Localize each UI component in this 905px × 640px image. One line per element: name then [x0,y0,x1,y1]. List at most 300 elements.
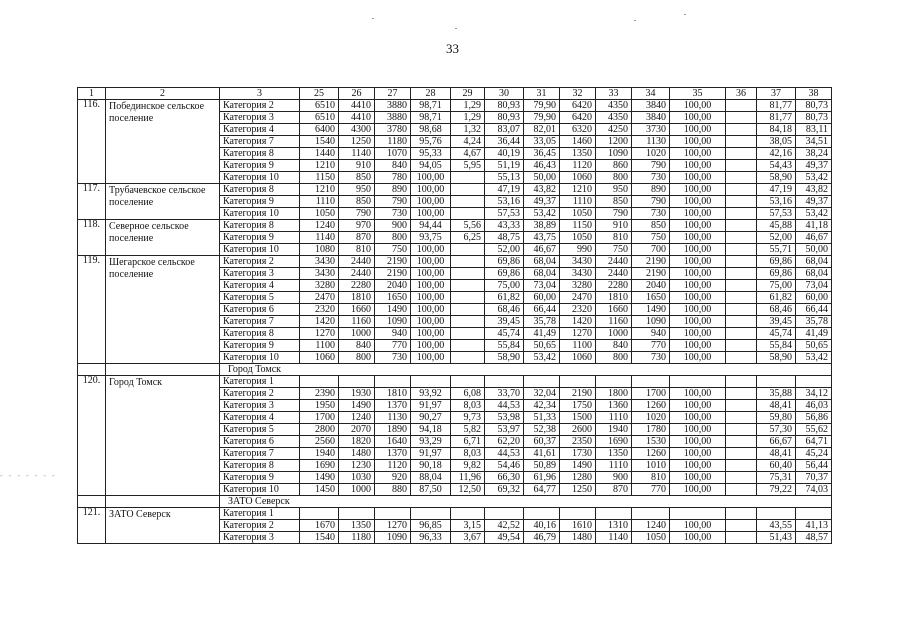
value-cell: 6,25 [451,232,485,244]
category-cell: Категория 7 [220,136,300,148]
value-cell: 1820 [339,436,375,448]
value-cell: 45,88 [757,220,796,232]
value-cell: 51,19 [485,160,524,172]
value-cell: 55,13 [485,172,524,184]
value-cell [726,268,757,280]
value-cell: 41,49 [524,328,560,340]
value-cell: 62,20 [485,436,524,448]
value-cell: 43,75 [524,232,560,244]
value-cell: 53,16 [485,196,524,208]
value-cell: 2600 [560,424,596,436]
value-cell: 1890 [375,424,411,436]
value-cell: 100,00 [670,184,726,196]
category-cell: Категория 10 [220,208,300,220]
value-cell [726,520,757,532]
value-cell: 890 [375,184,411,196]
value-cell: 990 [560,244,596,256]
value-cell: 890 [632,184,670,196]
value-cell: 880 [375,484,411,496]
value-cell: 1540 [300,136,339,148]
value-cell: 850 [632,220,670,232]
section-row [78,496,832,508]
value-cell: 49,37 [796,196,832,208]
value-cell: 1310 [596,520,632,532]
value-cell: 53,98 [485,412,524,424]
value-cell: 8,03 [451,400,485,412]
category-cell: Категория 8 [220,220,300,232]
value-cell: 1110 [596,412,632,424]
value-cell: 1090 [632,316,670,328]
value-cell [451,184,485,196]
category-cell: Категория 2 [220,520,300,532]
section-title: Город Томск [220,364,832,376]
value-cell: 850 [339,172,375,184]
value-cell: 42,16 [757,148,796,160]
value-cell: 96,33 [411,532,451,544]
value-cell: 74,03 [796,484,832,496]
value-cell: 34,51 [796,136,832,148]
value-cell: 1450 [300,484,339,496]
value-cell [726,244,757,256]
value-cell [726,148,757,160]
section-row [78,364,832,376]
value-cell [451,268,485,280]
value-cell: 840 [339,340,375,352]
value-cell: 100,00 [670,268,726,280]
value-cell: 47,19 [757,184,796,196]
value-cell: 1130 [632,136,670,148]
value-cell: 5,95 [451,160,485,172]
value-cell: 1640 [375,436,411,448]
value-cell: 790 [339,208,375,220]
value-cell: 100,00 [670,220,726,232]
column-header: 38 [796,88,832,100]
value-cell: 3280 [300,280,339,292]
value-cell: 100,00 [670,148,726,160]
value-cell: 38,89 [524,220,560,232]
value-cell: 100,00 [670,460,726,472]
value-cell: 4250 [596,124,632,136]
value-cell: 940 [632,328,670,340]
value-cell: 100,00 [670,412,726,424]
value-cell: 1050 [560,232,596,244]
value-cell: 100,00 [670,256,726,268]
value-cell: 1730 [560,448,596,460]
column-header: 35 [670,88,726,100]
value-cell: 1160 [596,316,632,328]
value-cell: 1180 [375,136,411,148]
value-cell: 2440 [596,256,632,268]
value-cell [339,508,375,520]
value-cell: 12,50 [451,484,485,496]
value-cell: 4,24 [451,136,485,148]
value-cell: 950 [596,184,632,196]
section-spacer [106,364,220,376]
value-cell: 1480 [560,532,596,544]
value-cell: 1100 [300,340,339,352]
value-cell: 100,00 [670,472,726,484]
value-cell: 1140 [300,232,339,244]
value-cell: 2190 [375,256,411,268]
value-cell: 100,00 [411,172,451,184]
table-row [78,508,832,520]
value-cell: 3430 [560,256,596,268]
value-cell: 61,82 [485,292,524,304]
value-cell: 2280 [596,280,632,292]
value-cell [726,340,757,352]
section-title: ЗАТО Северск [220,496,832,508]
value-cell: 6420 [560,100,596,112]
value-cell [726,352,757,364]
value-cell: 54,43 [757,160,796,172]
value-cell: 53,42 [524,208,560,220]
value-cell [726,100,757,112]
value-cell: 910 [596,220,632,232]
value-cell: 98,71 [411,112,451,124]
value-cell: 1080 [300,244,339,256]
value-cell: 1150 [300,172,339,184]
value-cell: 800 [596,172,632,184]
value-cell: 750 [632,232,670,244]
value-cell: 75,31 [757,472,796,484]
value-cell: 40,16 [524,520,560,532]
value-cell [375,508,411,520]
value-cell: 93,29 [411,436,451,448]
value-cell: 1460 [560,136,596,148]
value-cell [726,112,757,124]
value-cell: 1270 [560,328,596,340]
value-cell: 1020 [632,412,670,424]
column-header: 1 [78,88,106,100]
value-cell: 2280 [339,280,375,292]
value-cell: 81,77 [757,100,796,112]
value-cell: 79,90 [524,100,560,112]
value-cell: 1490 [300,472,339,484]
value-cell: 1490 [560,460,596,472]
value-cell: 64,77 [524,484,560,496]
value-cell: 1270 [300,328,339,340]
value-cell: 1210 [300,160,339,172]
value-cell: 81,77 [757,112,796,124]
value-cell: 60,00 [796,292,832,304]
category-cell: Категория 10 [220,244,300,256]
value-cell [411,376,451,388]
value-cell [451,292,485,304]
value-cell [726,388,757,400]
value-cell [726,196,757,208]
value-cell: 3840 [632,112,670,124]
category-cell: Категория 3 [220,400,300,412]
value-cell: 100,00 [670,436,726,448]
value-cell: 66,44 [524,304,560,316]
category-cell: Категория 9 [220,160,300,172]
value-cell: 1110 [300,196,339,208]
value-cell: 1930 [339,388,375,400]
value-cell [757,376,796,388]
value-cell: 100,00 [670,388,726,400]
value-cell: 79,22 [757,484,796,496]
value-cell: 90,18 [411,460,451,472]
value-cell [411,508,451,520]
value-cell [726,412,757,424]
value-cell: 33,70 [485,388,524,400]
scan-speck [372,18,374,19]
value-cell: 1150 [560,220,596,232]
value-cell: 800 [375,232,411,244]
value-cell: 68,46 [757,304,796,316]
value-cell: 87,50 [411,484,451,496]
value-cell: 900 [375,220,411,232]
value-cell [726,256,757,268]
value-cell: 41,49 [796,328,832,340]
category-cell: Категория 3 [220,112,300,124]
value-cell: 1000 [339,328,375,340]
value-cell: 100,00 [670,352,726,364]
value-cell: 38,05 [757,136,796,148]
value-cell: 730 [375,352,411,364]
value-cell: 2320 [560,304,596,316]
value-cell: 68,04 [524,256,560,268]
value-cell: 3730 [632,124,670,136]
value-cell: 83,11 [796,124,832,136]
category-cell: Категория 4 [220,280,300,292]
value-cell [726,124,757,136]
value-cell: 100,00 [670,484,726,496]
value-cell: 770 [632,340,670,352]
value-cell: 2040 [632,280,670,292]
value-cell: 1350 [560,148,596,160]
value-cell: 43,33 [485,220,524,232]
value-cell [726,208,757,220]
value-cell: 1700 [632,388,670,400]
value-cell: 50,00 [796,244,832,256]
value-cell [451,208,485,220]
value-cell: 100,00 [670,400,726,412]
value-cell [451,340,485,352]
value-cell [339,376,375,388]
column-header: 29 [451,88,485,100]
value-cell: 46,67 [796,232,832,244]
value-cell: 1060 [560,172,596,184]
value-cell: 100,00 [670,196,726,208]
value-cell: 1500 [560,412,596,424]
value-cell [726,304,757,316]
value-cell: 1010 [632,460,670,472]
category-cell: Категория 2 [220,256,300,268]
value-cell: 75,00 [757,280,796,292]
value-cell: 56,86 [796,412,832,424]
value-cell [375,376,411,388]
municipality-name: Город Томск [106,376,220,496]
value-cell: 100,00 [670,280,726,292]
value-cell: 100,00 [411,352,451,364]
value-cell: 1260 [632,448,670,460]
value-cell: 100,00 [411,268,451,280]
value-cell: 100,00 [670,304,726,316]
value-cell: 730 [632,172,670,184]
value-cell: 43,82 [524,184,560,196]
value-cell [726,448,757,460]
value-cell: 58,90 [757,352,796,364]
value-cell: 1020 [632,148,670,160]
value-cell: 1,29 [451,100,485,112]
value-cell: 1660 [339,304,375,316]
value-cell: 3880 [375,100,411,112]
value-cell: 1660 [596,304,632,316]
value-cell: 800 [596,352,632,364]
column-header: 32 [560,88,596,100]
column-header: 36 [726,88,757,100]
value-cell: 1810 [596,292,632,304]
value-cell [726,424,757,436]
category-cell: Категория 4 [220,412,300,424]
value-cell [300,376,339,388]
value-cell: 790 [596,208,632,220]
scan-speck [455,28,457,29]
value-cell: 80,73 [796,100,832,112]
value-cell: 100,00 [411,256,451,268]
value-cell: 1,29 [451,112,485,124]
value-cell: 35,78 [796,316,832,328]
value-cell: 1540 [300,532,339,544]
value-cell: 3840 [632,100,670,112]
column-header: 2 [106,88,220,100]
municipality-name: Северное сельское поселение [106,220,220,256]
value-cell: 100,00 [670,316,726,328]
value-cell: 2800 [300,424,339,436]
value-cell: 57,53 [757,208,796,220]
value-cell: 100,00 [670,448,726,460]
value-cell: 1350 [596,448,632,460]
category-cell: Категория 9 [220,340,300,352]
value-cell [670,508,726,520]
value-cell: 100,00 [670,124,726,136]
category-cell: Категория 1 [220,376,300,388]
value-cell: 1050 [300,208,339,220]
value-cell: 2190 [632,256,670,268]
category-cell: Категория 9 [220,472,300,484]
value-cell [726,292,757,304]
value-cell: 53,16 [757,196,796,208]
value-cell: 53,42 [796,208,832,220]
table-row [78,376,832,388]
value-cell: 1750 [560,400,596,412]
value-cell: 1490 [632,304,670,316]
value-cell: 790 [632,196,670,208]
value-cell: 100,00 [411,208,451,220]
value-cell: 1350 [339,520,375,532]
category-cell: Категория 3 [220,268,300,280]
value-cell: 41,61 [524,448,560,460]
page-number: 33 [446,41,459,56]
column-header: 3 [220,88,300,100]
value-cell: 1120 [375,460,411,472]
value-cell: 45,74 [757,328,796,340]
value-cell: 1270 [375,520,411,532]
value-cell: 1210 [560,184,596,196]
value-cell: 100,00 [670,112,726,124]
value-cell: 4410 [339,100,375,112]
value-cell: 41,18 [796,220,832,232]
value-cell: 1420 [560,316,596,328]
value-cell: 1000 [339,484,375,496]
value-cell: 950 [339,184,375,196]
value-cell: 91,97 [411,400,451,412]
row-index: 118. [78,220,106,256]
value-cell [726,172,757,184]
value-cell: 800 [339,352,375,364]
value-cell: 66,44 [796,304,832,316]
value-cell: 48,57 [796,532,832,544]
value-cell: 1,32 [451,124,485,136]
value-cell: 61,96 [524,472,560,484]
value-cell: 68,46 [485,304,524,316]
value-cell: 1240 [339,412,375,424]
value-cell: 100,00 [411,184,451,196]
value-cell: 2070 [339,424,375,436]
value-cell: 68,04 [796,256,832,268]
value-cell: 4410 [339,112,375,124]
value-cell: 1780 [632,424,670,436]
value-cell: 6510 [300,100,339,112]
value-cell: 94,44 [411,220,451,232]
category-cell: Категория 7 [220,316,300,328]
value-cell: 82,01 [524,124,560,136]
value-cell: 1370 [375,400,411,412]
value-cell: 730 [375,208,411,220]
value-cell: 1060 [300,352,339,364]
value-cell: 54,46 [485,460,524,472]
value-cell: 49,54 [485,532,524,544]
value-cell [726,376,757,388]
value-cell: 80,93 [485,100,524,112]
category-cell: Категория 10 [220,172,300,184]
column-header: 30 [485,88,524,100]
value-cell: 36,44 [485,136,524,148]
value-cell: 5,56 [451,220,485,232]
value-cell: 75,00 [485,280,524,292]
value-cell: 73,04 [524,280,560,292]
value-cell [726,184,757,196]
value-cell: 6420 [560,112,596,124]
value-cell: 42,52 [485,520,524,532]
value-cell: 84,18 [757,124,796,136]
value-cell: 100,00 [670,520,726,532]
value-cell: 100,00 [670,100,726,112]
value-cell: 850 [339,196,375,208]
value-cell: 1950 [300,400,339,412]
value-cell: 57,30 [757,424,796,436]
value-cell: 6,71 [451,436,485,448]
value-cell: 1480 [339,448,375,460]
value-cell: 1000 [596,328,632,340]
value-cell: 55,84 [757,340,796,352]
value-cell: 910 [339,160,375,172]
value-cell: 1810 [339,292,375,304]
row-index: 119. [78,256,106,364]
value-cell: 69,86 [485,268,524,280]
value-cell [757,508,796,520]
value-cell: 1360 [596,400,632,412]
value-cell: 42,34 [524,400,560,412]
value-cell: 750 [596,244,632,256]
value-cell: 4350 [596,112,632,124]
value-cell: 1810 [375,388,411,400]
value-cell [726,472,757,484]
value-cell: 1090 [596,148,632,160]
value-cell: 1050 [632,532,670,544]
value-cell [726,508,757,520]
